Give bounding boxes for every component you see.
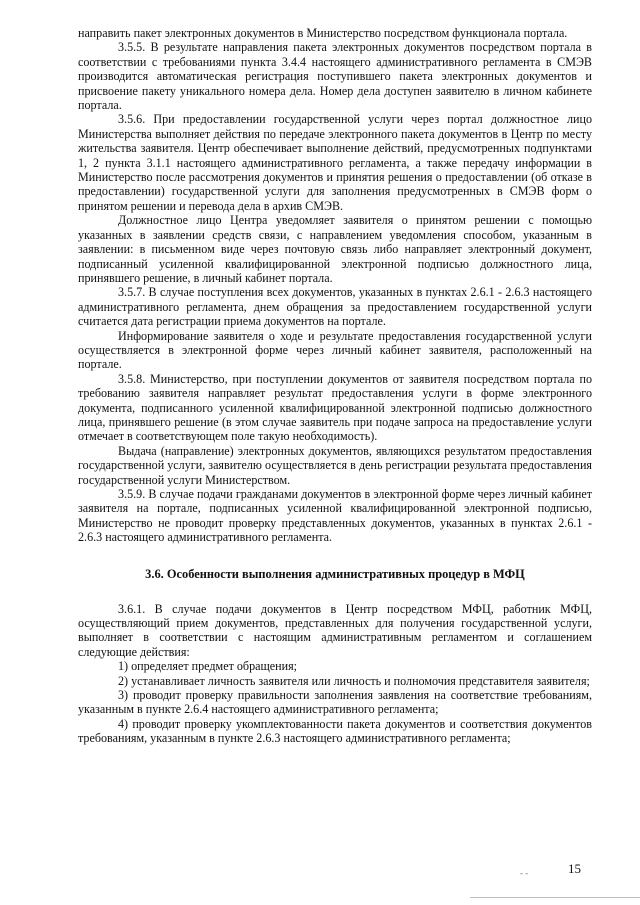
page-number: 15 [568, 861, 581, 876]
paragraph: 3.6.1. В случае подачи документов в Центр посредством МФЦ, работник МФЦ, осуществляющий прием документов, представленных для получения государственной услуги, выполняет в соответствии с настоящим административным регламентом и соглашением следующие действия: [78, 601, 592, 659]
footer-rule [470, 897, 640, 898]
paragraph: Выдача (направление) электронных документов, являющихся результатом предоставления государственной услуги, заявителю осуществляется в день регистрации результата предоставления государственной услуги Министерством. [78, 443, 592, 487]
paragraph: 2) устанавливает личность заявителя или личность и полномочия представителя заявителя; [118, 673, 590, 688]
paragraph: направить пакет электронных документов в Министерство посредством функционала портала. [78, 26, 568, 40]
paragraph: Должностное лицо Центра уведомляет заявителя о принятом решении с помощью указанных в заявлении средств связи, с направлением уведомления способом, указанным в заявлении: в письменном виде через почтовую связь либо направляет электронный документ, подписанный усиленной квалифицированной электронной подписью должностного лица, принявшего решение, в личный кабинет портала. [78, 213, 592, 285]
paragraph: 3.5.5. В результате направления пакета электронных документов посредством портала в соответствии с требованиями пункта 3.4.4 настоящего административного регламента в СМЭВ производится автоматическая регистрация поступившего пакета электронных документов и присвоение пакету уникального номера дела. Номер дела доступен заявителю в личном кабинете портала. [78, 40, 592, 113]
paragraph: 4) проводит проверку укомплектованности пакета документов и соответствия документов требованиям, указанным в пункте 2.6.3 настоящего административного регламента; [78, 716, 592, 746]
page-body [78, 26, 592, 746]
section-heading: 3.6. Особенности выполнения административных процедур в МФЦ [145, 566, 525, 581]
section-3-6-text [78, 602, 592, 746]
section-3-5-text [78, 26, 592, 545]
paragraph: 3.5.7. В случае поступления всех документов, указанных в пунктах 2.6.1 - 2.6.3 настоящего административного регламента, днем обращения за предоставлением государственной услуги считается дата регистрации приема документов на портале. [78, 285, 592, 329]
footer-mark: - - [520, 868, 529, 878]
paragraph: 3.5.8. Министерство, при поступлении документов от заявителя посредством портала по требованию заявителя направляет результат предоставления услуги в форме электронного документа, подписанного усиленной квалифицированной электронной подписью должностного лица, принявшего решение (в этом случае заявитель при подаче запроса на предоставление услуги отмечает в соответствующем поле такую необходимость). [78, 371, 592, 444]
paragraph: 3.5.9. В случае подачи гражданами документов в электронной форме через личный кабинет заявителя на портале, подписанных усиленной квалифицированной электронной подписью, Министерство не проводит проверку представленных документов, указанных в пунктах 2.6.1 - 2.6.3 настоящего административного регламента. [78, 487, 592, 545]
paragraph: 1) определяет предмет обращения; [118, 659, 298, 674]
paragraph: 3.5.6. При предоставлении государственной услуги через портал должностное лицо Министерства выполняет действия по передаче электронного пакета документов в Центр по месту жительства заявителя. Центр обеспечивает выполнение действий, предусмотренных подпунктами 1, 2 пункта 3.1.1 настоящего административного регламента, а также передачу информации в Министерство после рассмотрения документов и принятия решения о предоставлении (об отказе в предоставлении) государственной услуги для заполнения предусмотренных в СМЭВ форм о принятом решении и перевода дела в архив СМЭВ. [78, 112, 592, 213]
paragraph: Информирование заявителя о ходе и результате предоставления государственной услуги осуществляется в электронной форме через личный кабинет заявителя, расположенный на портале. [78, 328, 592, 372]
paragraph: 3) проводит проверку правильности заполнения заявления на соответствие требованиям, указанным в пункте 2.6.4 настоящего административного регламента; [78, 688, 592, 717]
